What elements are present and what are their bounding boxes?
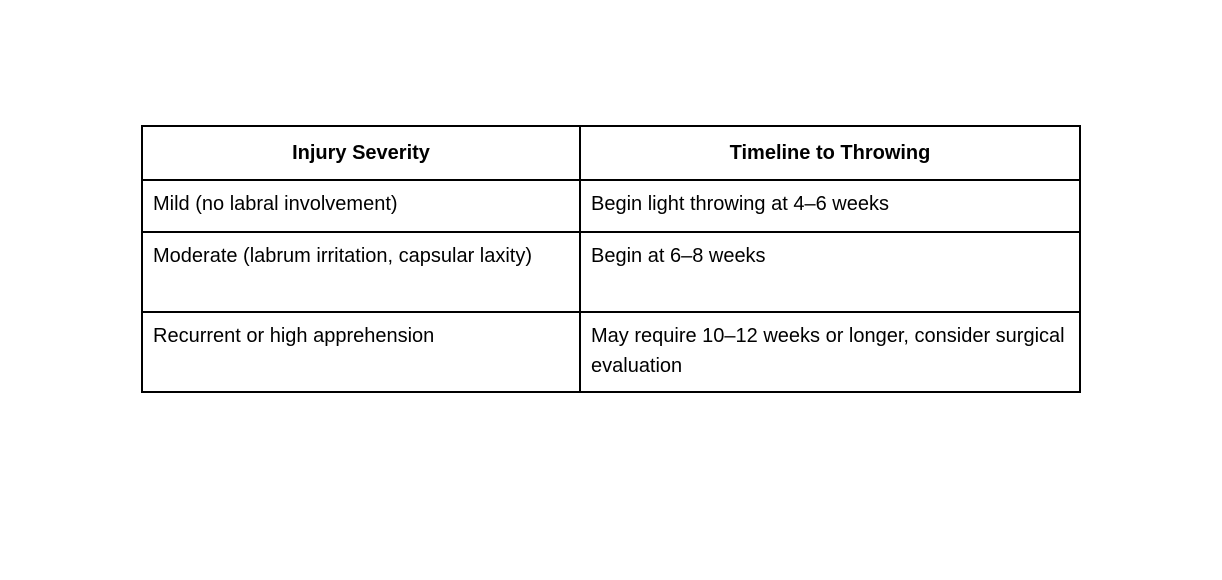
timeline-cell xyxy=(580,232,1080,312)
severity-cell xyxy=(142,180,580,232)
timeline-text: Begin at 6–8 weeks xyxy=(591,245,766,267)
header-timeline-to-throwing: Timeline to Throwing xyxy=(580,126,1080,180)
severity-text: Moderate (labrum irritation, capsular laxity) xyxy=(153,245,533,267)
severity-cell xyxy=(142,312,580,392)
table-row xyxy=(142,312,1080,392)
timeline-text: Begin light throwing at 4–6 weeks xyxy=(591,193,889,215)
timeline-cell xyxy=(580,180,1080,232)
table-row xyxy=(142,232,1080,312)
timeline-text: May require 10–12 weeks or longer, consider surgical evaluation xyxy=(591,325,1065,377)
header-row xyxy=(142,126,1080,180)
timeline-cell xyxy=(580,312,1080,392)
severity-cell xyxy=(142,232,580,312)
severity-text: Recurrent or high apprehension xyxy=(153,325,435,347)
table-row xyxy=(142,180,1080,232)
severity-timeline-table xyxy=(141,125,1081,393)
severity-text: Mild (no labral involvement) xyxy=(153,193,398,215)
header-injury-severity: Injury Severity xyxy=(142,126,580,180)
